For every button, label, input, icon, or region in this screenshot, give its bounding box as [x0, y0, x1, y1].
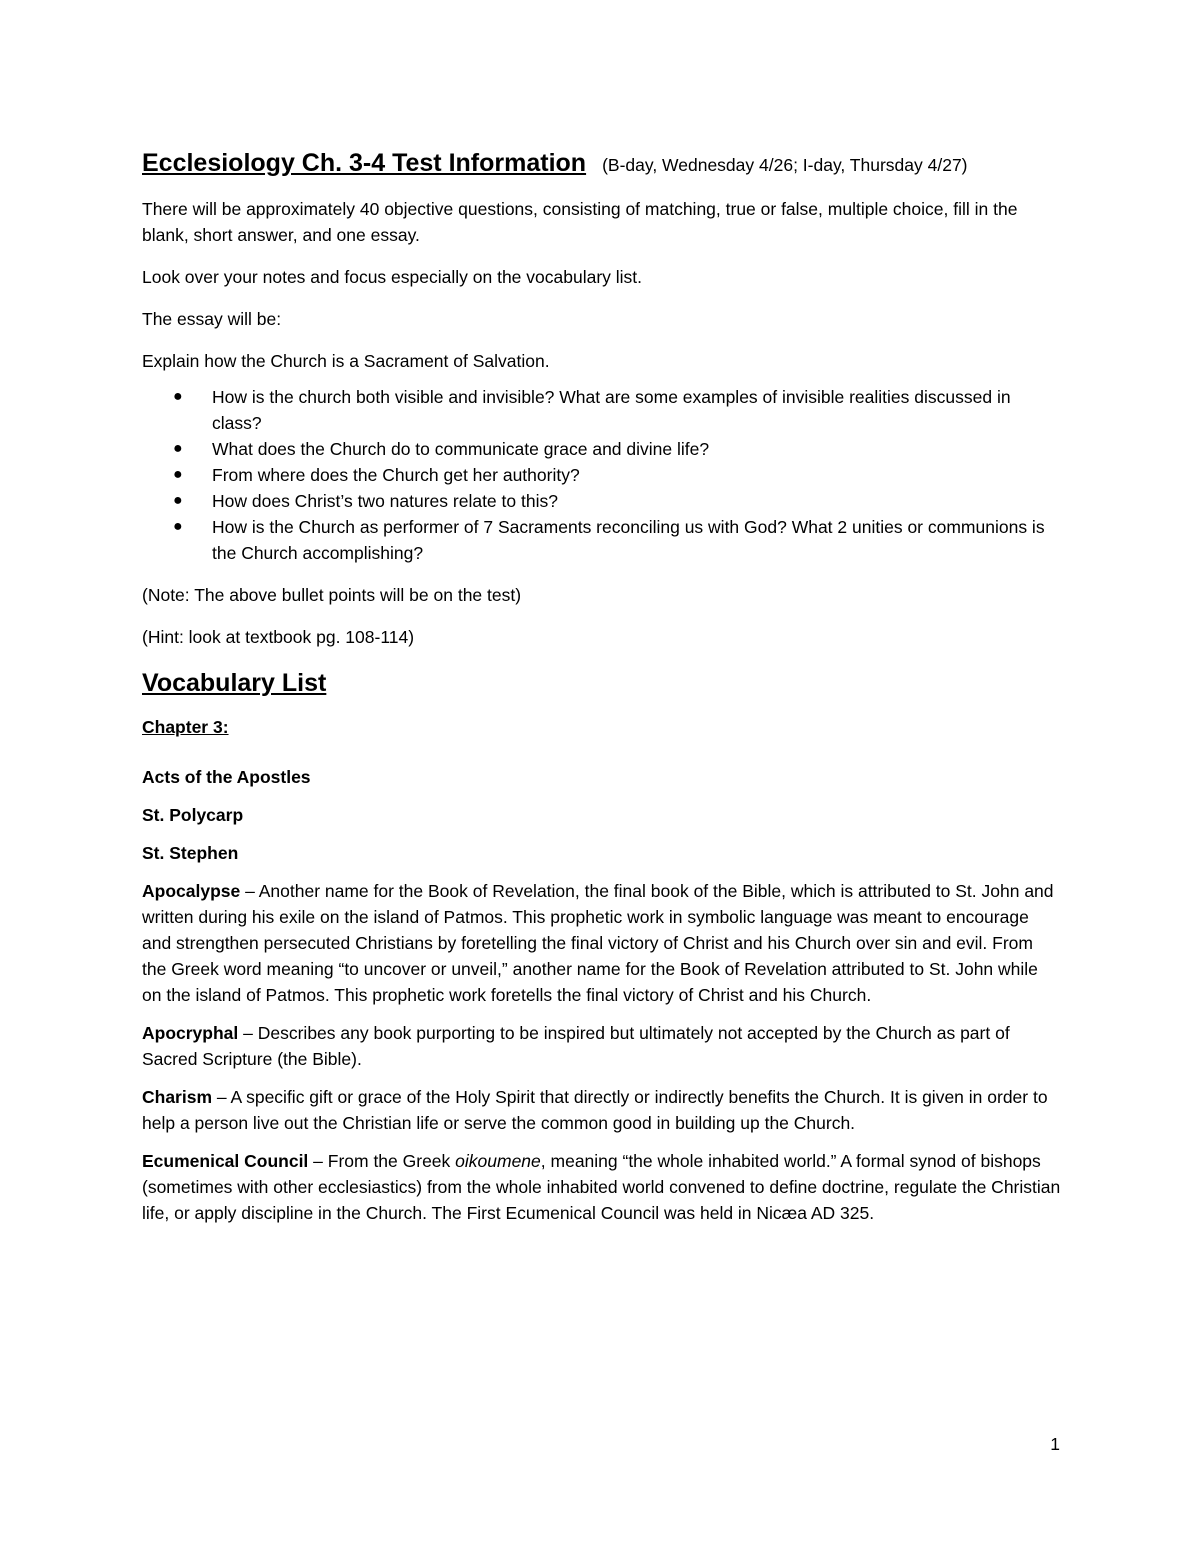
intro-questions-paragraph: There will be approximately 40 objective questions, consisting of matching, true or false, multiple choice, fill in the blank, short answer, and one essay. — [142, 199, 1018, 245]
vocab-term: Apocryphal — [142, 1023, 239, 1043]
vocab-definition-start: – From the Greek — [308, 1151, 456, 1171]
page-title: Ecclesiology Ch. 3-4 Test Information — [142, 149, 587, 177]
vocab-definition: – Another name for the Book of Revelation, the final book of the Bible, which is attributed to St. John and written during his exile on the island of Patmos. This prophetic work in symbolic language was meant to encourage and strengthen persecuted Christians by foretelling the final victory of Christ and his Church over sin and evil. From the Greek word meaning “to uncover or unveil,” another name for the Book of Revelation attributed to St. John while on the island of Patmos. This prophetic work foretells the final victory of Christ and his Church. — [142, 881, 1054, 1005]
vocab-entry-charism — [142, 1084, 1062, 1136]
list-item — [142, 436, 1062, 462]
document-body — [142, 146, 1062, 1238]
vocab-entry-apocryphal — [142, 1020, 1062, 1072]
essay-question: How is the Church as performer of 7 Sacraments reconciling us with God? What 2 unities or communions is the Church accomplishing? — [212, 517, 1045, 563]
list-item — [142, 514, 1062, 566]
vocab-definition: – Describes any book purporting to be inspired but ultimately not accepted by the Church as part of Sacred Scripture (the Bible). — [142, 1023, 1010, 1069]
essay-question: From where does the Church get her authority? — [212, 465, 580, 485]
vocab-term: Acts of the Apostles — [142, 767, 311, 787]
bullet-icon: ● — [173, 466, 183, 483]
bullet-icon: ● — [173, 440, 183, 457]
vocab-term: Ecumenical Council — [142, 1151, 309, 1171]
bullet-icon: ● — [173, 518, 183, 535]
intro-notes-paragraph: Look over your notes and focus especially on the vocabulary list. — [142, 267, 643, 287]
page-number: 1 — [1050, 1434, 1060, 1454]
essay-question-list — [142, 384, 1062, 566]
essay-question: How does Christ’s two natures relate to this? — [212, 491, 558, 511]
list-item — [142, 488, 1062, 514]
list-item — [142, 462, 1062, 488]
bullet-icon: ● — [173, 492, 183, 509]
test-dates: (B-day, Wednesday 4/26; I-day, Thursday 4/27) — [602, 155, 968, 175]
vocab-definition-rest: , meaning “the whole inhabited world.” A formal synod of bishops (sometimes with other ecclesiastics) from the whole inhabited world convened to define doctrine, regulate the Christian life, or apply discipline in the Church. The First Ecumenical Council was held in Nicæa AD 325. — [142, 1151, 1061, 1223]
greek-word: oikoumene — [455, 1151, 541, 1171]
chapter-heading: Chapter 3: — [142, 717, 229, 737]
vocab-term: Charism — [142, 1087, 213, 1107]
textbook-hint: (Hint: look at textbook pg. 108-114) — [142, 627, 415, 647]
vocab-term: Apocalypse — [142, 881, 241, 901]
vocabulary-heading: Vocabulary List — [142, 669, 327, 697]
vocab-definition: – A specific gift or grace of the Holy Spirit that directly or indirectly benefits the Church. It is given in order to help a person live out the Christian life or serve the common good in building up the Church. — [142, 1087, 1048, 1133]
vocab-entry-apocalypse — [142, 878, 1062, 1008]
essay-question: What does the Church do to communicate grace and divine life? — [212, 439, 710, 459]
list-item — [142, 384, 1062, 436]
vocab-entry-ecumenical-council — [142, 1148, 1062, 1226]
vocab-term: St. Stephen — [142, 843, 239, 863]
essay-intro: The essay will be: — [142, 309, 282, 329]
essay-question: How is the church both visible and invisible? What are some examples of invisible realities discussed in class? — [212, 387, 1011, 433]
test-note: (Note: The above bullet points will be on the test) — [142, 585, 522, 605]
title-row — [142, 146, 1062, 180]
bullet-icon: ● — [173, 388, 183, 405]
essay-prompt: Explain how the Church is a Sacrament of Salvation. — [142, 351, 550, 371]
vocab-term: St. Polycarp — [142, 805, 244, 825]
